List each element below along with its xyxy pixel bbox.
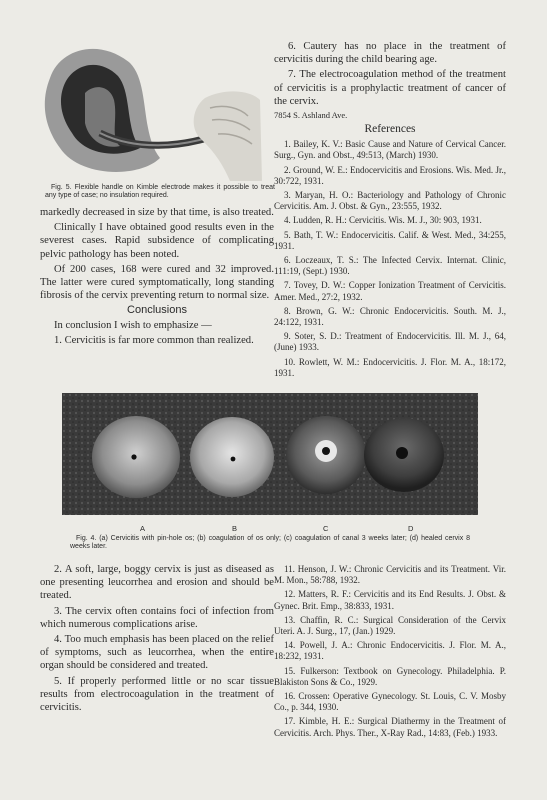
conclusion-item: 3. The cervix often contains foci of infection from which numerous complications arise. [40,605,274,630]
paragraph: Of 200 cases, 168 were cured and 32 improved. The latter were cured symptomatically, long standing fibrosis of the cervix preventing return to normal size. [40,263,274,302]
reference-item: 5. Bath, T. W.: Endocervicitis. Calif. & West. Med., 34:255, 1931. [274,229,506,251]
conclusions-heading: Conclusions [127,304,187,317]
reference-item: 16. Crossen: Operative Gynecology. St. Louis, C. V. Mosby Co., p. 344, 1930. [274,691,506,713]
reference-item: 2. Ground, W. E.: Endocervicitis and Erosions. Wis. Med. Jr., 30:722, 1931. [274,164,506,186]
figure-4-label-c: C [323,524,329,533]
figure-4-label-d: D [408,524,414,533]
left-column-bottom [40,563,274,716]
conclusion-item: 4. Too much emphasis has been placed on the relief of symptoms, such as leucorrhea, when the entire organ should be considered and treated. [40,634,274,672]
conclusion-item: 1. Cervicitis is far more common than realized. [54,334,254,346]
reference-item: 13. Chaffin, R. C.: Surgical Consideration of the Cervix Uteri. A. J. Surg., 17, (Jan.) 1929. [274,614,506,637]
paragraph: Clinically I have obtained good results even in the severest cases. Rapid subsidence of complicating pelvic pathology has been noted. [40,222,274,260]
reference-item: 12. Matters, R. F.: Cervicitis and its End Results. J. Obst. & Gynec. Brit. Emp., 38:833, 1931. [274,589,506,611]
reference-item: 8. Brown, G. W.: Chronic Endocervicitis. South. M. J., 24:122, 1931. [274,305,506,328]
reference-item: 3. Maryan, H. O.: Bacteriology and Pathology of Chronic Cervicitis. Am. J. Obst. & Gyn., 23:555, 1932. [274,190,506,212]
reference-item: 14. Powell, J. A.: Chronic Endocervicitis. J. Flor. M. A., 18:232, 1931. [274,640,506,662]
reference-item: 7. Tovey, D. W.: Copper Ionization Treatment of Cervicitis. Amer. Med., 27:2, 1932. [274,280,506,302]
conclusion-item: 5. If properly performed little or no scar tissue results from electrocoagulation in the treatment of cervicitis. [40,675,274,714]
conclusion-item: 6. Cautery has no place in the treatment of cervicitis during the child bearing age. [274,41,506,66]
left-column-top [40,206,274,349]
author-address: 7854 S. Ashland Ave. [274,110,348,121]
reference-item: 9. Soter, S. D.: Treatment of Endocervicitis. Ill. M. J., 64, (June) 1933. [274,331,506,353]
references-list-a [274,139,506,379]
conclusions-intro: In conclusion I wish to emphasize — [54,319,212,331]
reference-item: 11. Henson, J. W.: Chronic Cervicitis and its Treatment. Vir. M. Mon., 58:788, 1932. [274,564,506,586]
reference-item: 4. Ludden, R. H.: Cervicitis. Wis. M. J., 30: 903, 1931. [284,215,482,226]
figure-5-caption: Fig. 5. Flexible handle on Kimble electrode makes it possible to treat any type of case; no insulation required. [45,184,275,200]
reference-item: 1. Bailey, K. V.: Basic Cause and Nature of Cervical Cancer. Surg., Gyn. and Obst., 49:513, (March) 1930. [274,139,506,161]
figure-4-photo [62,393,478,515]
right-column-top [274,40,506,382]
reference-item: 10. Rowlett, W. M.: Endocervicitis. J. Flor. M. A., 18:172, 1931. [274,356,506,378]
conclusion-item: 2. A soft, large, boggy cervix is just as diseased as one presenting leucorrhea and erosion and should be treated. [40,564,274,602]
figure-4-label-a: A [140,524,146,533]
figure-4-caption: Fig. 4. (a) Cervicitis with pin-hole os; (b) coagulation of os only; (c) coagulation of canal 3 weeks later; (d) healed cervix 8 weeks later. [70,535,470,551]
reference-item: 15. Fulkerson: Textbook on Gynecology. Philadelphia. P. Blakiston Sons & Co., 1929. [274,665,506,687]
references-list-b [274,564,506,742]
references-heading: References [364,123,416,136]
reference-item: 6. Loczeaux, T. S.: The Infected Cervix. Internat. Clinic, 111:19, (Sept.) 1930. [274,255,506,277]
conclusion-item: 7. The electrocoagulation method of the treatment of cervicitis is a prophylactic treatment of cancer of the cervix. [274,69,506,107]
paragraph: markedly decreased in size by that time, is also treated. [40,207,274,218]
figure-5-photo [40,38,262,181]
reference-item: 17. Kimble, H. E.: Surgical Diathermy in the Treatment of Cervicitis. Arch. Phys. Ther., X-Ray Rad., 14:83, (Feb.) 1933. [274,716,506,738]
figure-4-label-b: B [232,524,238,533]
